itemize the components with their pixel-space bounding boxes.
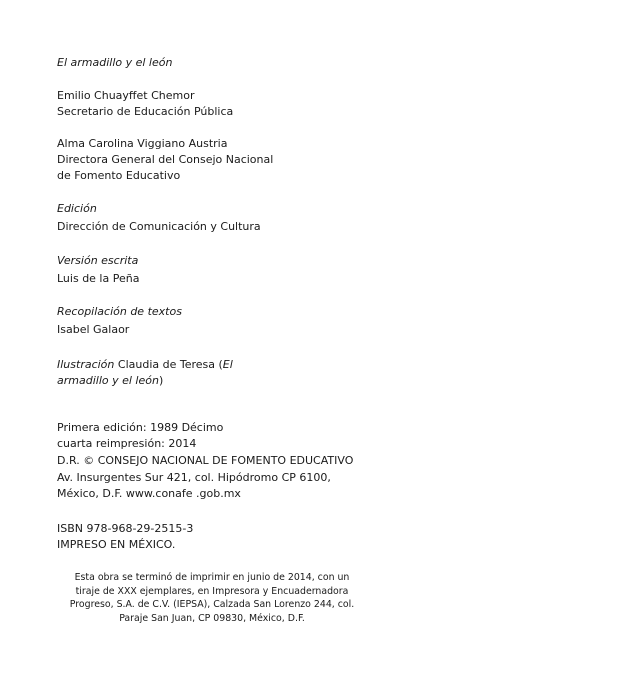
- secretary-name: Emilio Chuayffet Chemor: [57, 89, 195, 102]
- ilustracion-label: Ilustración: [57, 358, 115, 371]
- edition-line1: Primera edición: 1989 Décimo: [57, 421, 224, 434]
- rights-line: D.R. © CONSEJO NACIONAL DE FOMENTO EDUCATIVO: [57, 454, 354, 467]
- director-role-line1: Directora General del Consejo Nacional: [57, 153, 274, 166]
- ilustracion-title-part2: armadillo y el león: [57, 374, 159, 387]
- edicion-label: Edición: [57, 202, 97, 215]
- version-value: Luis de la Peña: [57, 272, 140, 285]
- colophon-line: Progreso, S.A. de C.V. (IEPSA), Calzada San Lorenzo 244, col.: [69, 599, 355, 610]
- colophon-line: Esta obra se terminó de imprimir en junio de 2014, con un: [74, 572, 350, 583]
- address-line1: Av. Insurgentes Sur 421, col. Hipódromo CP 6100,: [57, 471, 331, 484]
- address-line2: México, D.F. www.conafe .gob.mx: [57, 487, 241, 500]
- ilustracion-title-part1: El: [222, 358, 233, 371]
- ilustracion-close: ): [158, 374, 164, 387]
- colophon-line: tiraje de XXX ejemplares, en Impresora y Encuadernadora: [75, 585, 349, 597]
- secretary-role: Secretario de Educación Pública: [57, 105, 234, 118]
- edition-line2: cuarta reimpresión: 2014: [57, 437, 197, 450]
- edicion-value: Dirección de Comunicación y Cultura: [57, 220, 261, 233]
- book-title: El armadillo y el león: [57, 56, 173, 69]
- ilustracion-line1: [57, 357, 233, 373]
- colophon-line: Paraje San Juan, CP 09830, México, D.F.: [119, 612, 305, 624]
- colophon: [57, 571, 367, 625]
- director-name: Alma Carolina Viggiano Austria: [57, 137, 228, 150]
- director-role-line2: de Fomento Educativo: [57, 169, 181, 182]
- recopilacion-value: Isabel Galaor: [57, 323, 130, 336]
- ilustracion-value: Claudia de Teresa (: [117, 358, 223, 371]
- printed-in: IMPRESO EN MÉXICO.: [57, 538, 176, 551]
- isbn: ISBN 978-968-29-2515-3: [57, 522, 194, 535]
- recopilacion-label: Recopilación de textos: [57, 305, 182, 318]
- ilustracion-line2: [57, 373, 163, 389]
- version-label: Versión escrita: [57, 254, 139, 267]
